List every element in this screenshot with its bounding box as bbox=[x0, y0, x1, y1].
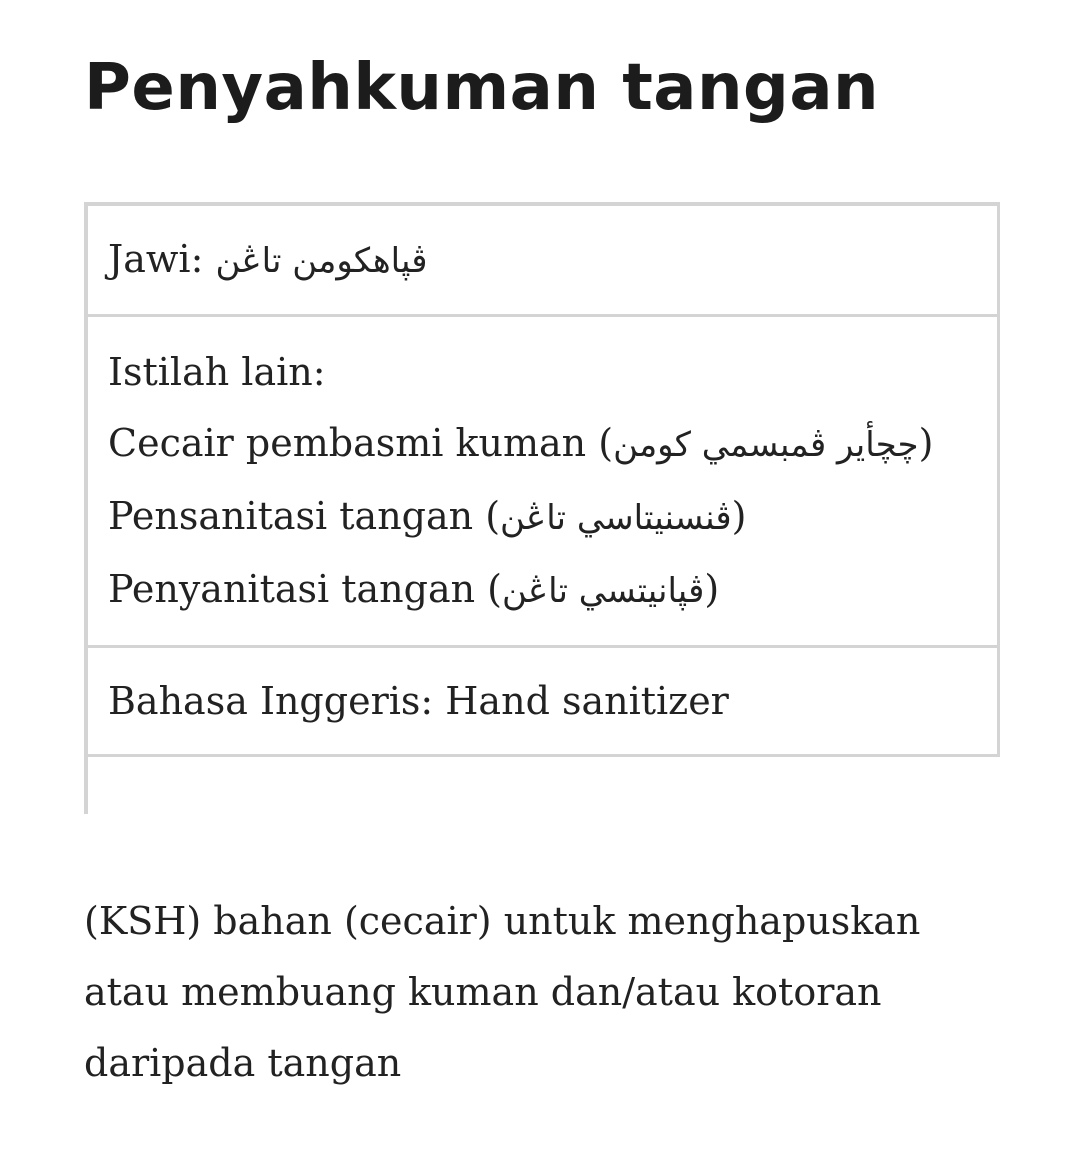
term-info-box bbox=[84, 202, 1000, 814]
page-title: Penyahkuman tangan bbox=[84, 51, 880, 125]
definition-text: (KSH) bahan (cecair) untuk menghapuskan atau membuang kuman dan/atau kotoran daripada tangan bbox=[84, 899, 921, 1085]
english-label: Bahasa Inggeris: bbox=[108, 679, 434, 723]
jawi-cell bbox=[88, 204, 999, 316]
istilah-rumi: Penyanitasi tangan bbox=[108, 567, 476, 611]
english-cell bbox=[88, 647, 999, 756]
jawi-row bbox=[88, 204, 999, 316]
istilah-jawi: چچأير ڤمبسمي كومن bbox=[613, 425, 919, 465]
istilah-item: Penyanitasi tangan (ڤپانيتسي تاڠن) bbox=[108, 567, 720, 611]
istilah-row bbox=[88, 316, 999, 647]
istilah-label: Istilah lain: bbox=[108, 350, 326, 394]
istilah-rumi: Cecair pembasmi kuman bbox=[108, 421, 587, 465]
istilah-item: Cecair pembasmi kuman (چچأير ڤمبسمي كومن) bbox=[108, 421, 934, 465]
istilah-jawi: ڤپانيتسي تاڠن bbox=[502, 571, 705, 611]
istilah-rumi: Pensanitasi tangan bbox=[108, 494, 474, 538]
english-value: Hand sanitizer bbox=[445, 679, 729, 723]
english-row bbox=[88, 647, 999, 756]
jawi-value: ڤپاهكومن تاڠن bbox=[215, 241, 428, 281]
istilah-cell bbox=[88, 316, 999, 647]
istilah-jawi: ڤنسنيتاسي تاڠن bbox=[500, 498, 732, 538]
jawi-label: Jawi: bbox=[108, 237, 204, 281]
istilah-item: Pensanitasi tangan (ڤنسنيتاسي تاڠن) bbox=[108, 494, 747, 538]
term-info-table bbox=[88, 202, 1000, 757]
